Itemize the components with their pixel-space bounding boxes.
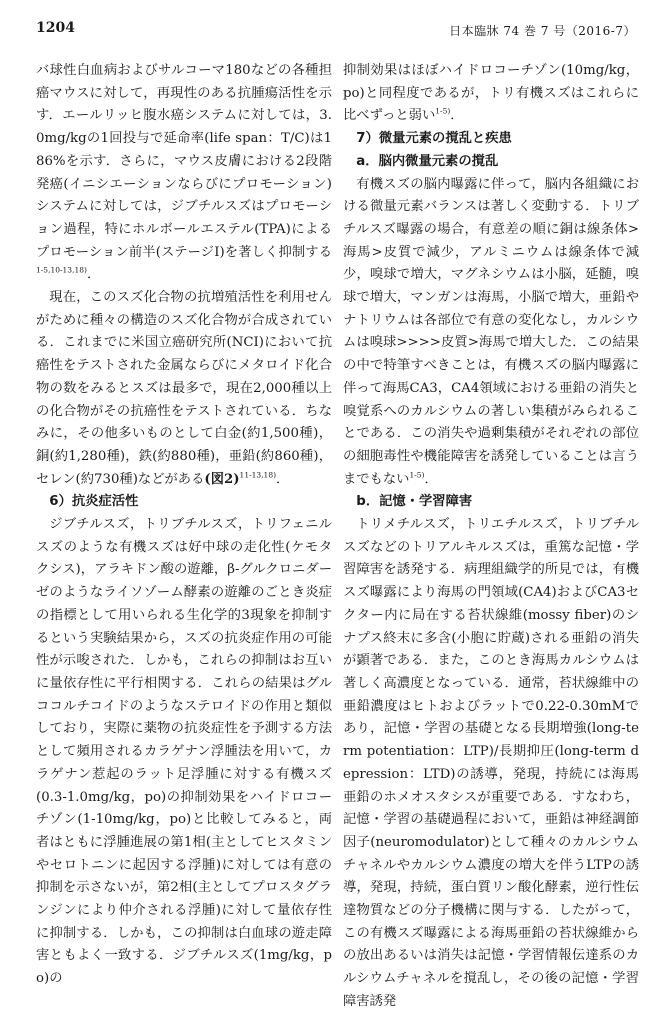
paragraph-nci-compounds: 現在，このスズ化合物の抗増殖活性を利用せんがために種々の構造のスズ化合物が合成されている．これまでに米国立癌研究所(NCI)において抗癌性をテストされた金属ならびにメタロイド化合物の数をみるとスズは最多で，現在2,000種以上の化合物がその抗癌性をテストされている．ちなみに，その他多いものとして白金(約1,500種)，銅(約1,280種)，鉄(約880種)，亜鉛(約860種)，セレン(約730種)などがある(図2)$^{11-13,18)}$． <box>36 290 332 487</box>
paragraph-anti-inflammatory: ジブチルスズ，トリブチルスズ，トリフェニルスズのような有機スズは好中球の走化性(ケモタクシス)，アラキドン酸の遊離，β-グルクロニダーゼのようなライソゾーム酵素の遊離のごとき炎症の指標として用いられる生化学的3現象を抑制するという実験結果から，スズの抗炎症作用の可能性が示唆された．しかも，これらの抑制はお互いに量依存性に平行相関する．これらの結果はグルココルチコイドのようなステロイドの作用と類似しており，実際に薬物の抗炎症性を予測する方法として頻用されるカラゲナン浮腫法を用いて，カラゲナン惹起のラット足浮腫に対する有機スズ(0.3-1.0mg/kg，po)の抑制効果をハイドロコーチゾン(1-10mg/kg，po)と比較してみると，両者はともに浮腫進展の第1相(主としてヒスタミンやセロトニンに起因する浮腫)に対しては有意の抑制を示さないが，第2相(主としてプロスタグランジンにより仲介される浮腫)に対して量依存性に抑制する．しかも，この抑制は白血球の遊走障害ともよく一致する．ジブチルスズ(1mg/kg，po)の <box>36 517 332 987</box>
paragraph-antitumor: バ球性白血病およびサルコーマ180などの各種担癌マウスに対して，再現性のある抗腫瘍活性を示す．エールリッヒ腹水癌システムに対しては，3.0mg/kgの1回投与で延命率(life span：T/C)は186%を示す．さらに，マウス皮膚における2段階発癌(イニシエーションならびにプロモーション)システムに対しては，ジブチルスズはプロモーション過程，特にホルボールエステル(TPA)によるプロモーション前半(ステージI)を著しく抑制する$^{1-5,10-13,18)}$． <box>36 63 332 283</box>
section-heading-anti-inflammatory: 6）抗炎症活性 <box>49 494 139 510</box>
citation-ref: 1-5) <box>409 470 425 480</box>
paragraph-text: 有機スズの脳内曝露に伴って，脳内各組織における微量元素バランスは著しく変動する．トリブチルスズ曝露の場合，有意差の順に銅は線条体>海馬>皮質で減少，アルミニウムは線条体で減少，嗅球で増大，マグネシウムは小脳，延髄，嗅球で増大，マンガンは海馬，小脳で増大，亜鉛やナトリウムは各部位で有意の変化なし，カルシウムは嗅球>>>>皮質>海馬で増大した．この結果の中で特筆すべきことは，有機スズの脳内曝露に伴って海馬CA3，CA4領域における亜鉛の消失と嗅覚系へのカルシウムの著しい集積がみられることである．この消失や過剰集積がそれぞれの部位の細胞毒性や機能障害を誘発していることは言うまでもない <box>343 176 639 487</box>
section-heading-trace-elements: 7）微量元素の撹乱と疾患 <box>356 131 512 147</box>
figure-reference: (図2) <box>204 471 240 487</box>
subsection-heading-memory-learning: b．記憶・学習障害 <box>356 494 473 510</box>
right-column <box>343 60 639 1014</box>
citation-ref: 1-5) <box>435 106 451 116</box>
paragraph-hydrocortisone: 抑制効果はほぼハイドロコーチゾン(10mg/kg，po)と同程度であるが，トリ有機スズはこれらに比べずっと弱い$^{1-5)}$． <box>343 63 639 124</box>
paragraph-text: 抑制効果はほぼハイドロコーチゾン(10mg/kg，po)と同程度であるが，トリ有機スズはこれらに比べずっと弱い <box>343 63 639 124</box>
paragraph-brain-trace-elements: 有機スズの脳内曝露に伴って，脳内各組織における微量元素バランスは著しく変動する．トリブチルスズ曝露の場合，有意差の順に銅は線条体>海馬>皮質で減少，アルミニウムは線条体で減少，嗅球で増大，マグネシウムは小脳，延髄，嗅球で増大，マンガンは海馬，小脳で増大，亜鉛やナトリウムは各部位で有意の変化なし，カルシウムは嗅球>>>>皮質>海馬で増大した．この結果の中で特筆すべきことは，有機スズの脳内曝露に伴って海馬CA3，CA4領域における亜鉛の消失と嗅覚系へのカルシウムの著しい集積がみられることである．この消失や過剰集積がそれぞれの部位の細胞毒性や機能障害を誘発していることは言うまでもない$^{1-5)}$． <box>343 176 639 487</box>
subsection-heading-brain-trace-elements: a．脳内微量元素の撹乱 <box>356 153 499 169</box>
paragraph-text: バ球性白血病およびサルコーマ180などの各種担癌マウスに対して，再現性のある抗腫瘍活性を示す．エールリッヒ腹水癌システムに対しては，3.0mg/kgの1回投与で延命率(life span：T/C)は186%を示す．さらに，マウス皮膚における2段階発癌(イニシエーションならびにプロモーション)システムに対しては，ジブチルスズはプロモーション過程，特にホルボールエステル(TPA)によるプロモーション前半(ステージI)を著しく抑制する <box>36 63 332 260</box>
left-column <box>36 60 332 991</box>
paragraph-memory-learning: トリメチルスズ，トリエチルスズ，トリブチルスズなどのトリアルキルスズは，重篤な記憶・学習障害を誘発する．病理組織学的所見では，有機スズ曝露により海馬の門領域(CA4)およびCA3セクター内に局在する苔状線維(mossy fiber)のシナプス終末に多含(小胞に貯蔵)される亜鉛の消失が顕著である．また，このとき海馬カルシウムは著しく高濃度となっている．通常，苔状線維中の亜鉛濃度はヒトおよびラットで0.22-0.30mMであり，記憶・学習の基礎となる長期増強(long-term potentiation：LTP)/長期抑圧(long-term depression：LTD)の誘導，発現，持続には海馬亜鉛のホメオスタシスが重要である．すなわち，記憶・学習の基礎過程において，亜鉛は神経調節因子(neuromodulator)として種々のカルシウムチャネルやカルシウム濃度の増大を伴うLTPの誘導，発現，持続，蛋白質リン酸化酵素，逆行性伝達物質などの分子機構に関与する．したがって，この有機スズ曝露による海馬亜鉛の苔状線維からの放出あるいは消失は記憶・学習情報伝達系のカルシウムチャネルを撹乱し，その後の記憶・学習障害誘発 <box>343 517 639 1009</box>
citation-ref: 1-5,10-13,18) <box>36 265 87 275</box>
paragraph-text: 現在，このスズ化合物の抗増殖活性を利用せんがために種々の構造のスズ化合物が合成されている．これまでに米国立癌研究所(NCI)において抗癌性をテストされた金属ならびにメタロイド化合物の数をみるとスズは最多で，現在2,000種以上の化合物がその抗癌性をテストされている．ちなみに，その他多いものとして白金(約1,500種)，銅(約1,280種)，鉄(約880種)，亜鉛(約860種)，セレン(約730種)などがある <box>36 290 332 487</box>
citation-ref: 11-13,18) <box>239 470 277 480</box>
page-number: 1204 <box>36 20 75 36</box>
journal-running-header: 日本臨牀 74 巻 7 号（2016-7） <box>449 24 636 38</box>
